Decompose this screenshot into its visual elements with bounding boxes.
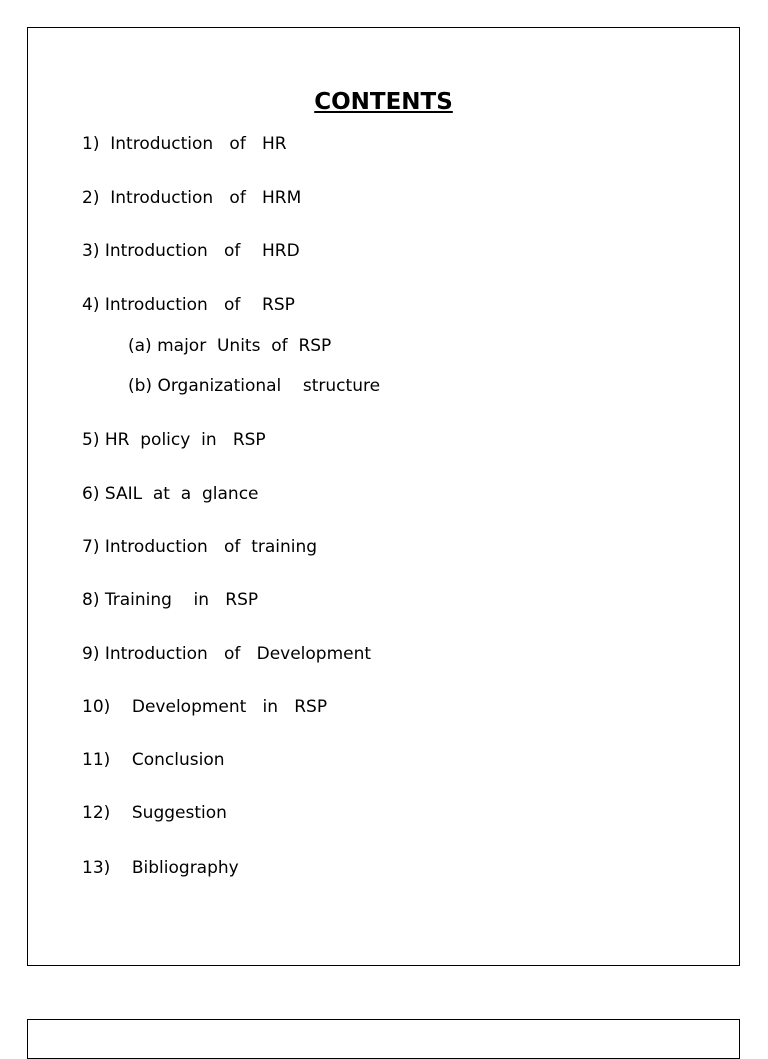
toc-entry: 5) HR policy in RSP bbox=[82, 430, 266, 450]
toc-entry: 2) Introduction of HRM bbox=[82, 188, 302, 208]
toc-entry: 7) Introduction of training bbox=[82, 537, 318, 557]
next-page-edge bbox=[27, 1019, 740, 1059]
toc-entry: 6) SAIL at a glance bbox=[82, 484, 259, 504]
toc-entry: 10) Development in RSP bbox=[82, 697, 328, 717]
toc-entry: 11) Conclusion bbox=[82, 750, 225, 770]
toc-entry: 8) Training in RSP bbox=[82, 590, 259, 610]
toc-entry: 3) Introduction of HRD bbox=[82, 241, 300, 261]
toc-entry: 4) Introduction of RSP bbox=[82, 295, 295, 315]
toc-subentry: (a) major Units of RSP bbox=[128, 336, 332, 356]
toc-entry: 12) Suggestion bbox=[82, 803, 227, 823]
toc-subentry: (b) Organizational structure bbox=[128, 376, 381, 396]
toc-entry: 9) Introduction of Development bbox=[82, 644, 372, 664]
page-title: CONTENTS bbox=[314, 89, 453, 115]
toc-entry: 1) Introduction of HR bbox=[82, 134, 287, 154]
toc-entry: 13) Bibliography bbox=[82, 858, 239, 878]
document-page bbox=[27, 27, 740, 966]
